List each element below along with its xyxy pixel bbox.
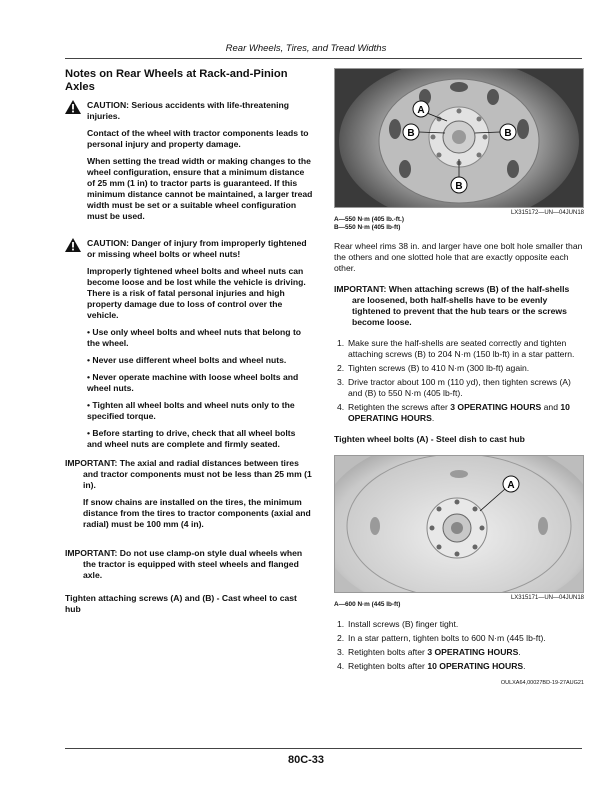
- subheading-steel-dish: Tighten wheel bolts (A) - Steel dish to cast hub: [334, 434, 525, 444]
- figure-steel-dish: [334, 455, 584, 593]
- caution-title: CAUTION: Serious accidents with life-threatening injuries.: [87, 100, 289, 121]
- important-text: If snow chains are installed on the tires, the minimum distance from the tires to tractor components (axial and radial) must be 100 mm (4 in).: [83, 497, 311, 529]
- warning-triangle-icon: [65, 238, 81, 252]
- list-item: 4. Retighten the screws after 3 OPERATING HOURS and 10 OPERATING HOURS.: [337, 402, 570, 423]
- important-text: IMPORTANT: Do not use clamp-on style dual wheels when the tractor is equipped with steel wheels and flanged axle.: [65, 548, 303, 580]
- warning-triangle-icon: [65, 100, 81, 114]
- important-text: IMPORTANT: When attaching screws (B) of the half-shells are loosened, both half-shells have to be evenly tightened to prevent that the hub tears or the screws become loose.: [334, 284, 570, 327]
- footer-rule: [65, 748, 582, 749]
- document-id: OULXA64,00027BD-19-27AUG21: [500, 680, 584, 686]
- list-item: 2. Tighten screws (B) to 410 N·m (300 lb-ft) again.: [337, 363, 530, 373]
- callout-a: A: [417, 105, 425, 116]
- figure-caption-b: B—550 N·m (405 lb-ft): [334, 224, 401, 231]
- bullet-item: • Never operate machine with loose wheel bolts and wheel nuts.: [87, 372, 299, 393]
- figure-id: LX315171—UN—04JUN18: [510, 595, 584, 601]
- steps-list-steel: [334, 619, 584, 672]
- list-item: 3. Drive tractor about 100 m (110 yd), then tighten screws (A) and (B) to 550 N·m (405 lb-ft).: [337, 377, 571, 398]
- important-text: IMPORTANT: The axial and radial distances between tires and tractor components must not be less than 25 mm (1 in).: [65, 458, 312, 490]
- list-item: 1. Install screws (B) finger tight.: [337, 619, 459, 629]
- bullet-item: • Use only wheel bolts and wheel nuts that belong to the wheel.: [87, 327, 302, 348]
- cast-wheel-photo: [335, 69, 583, 207]
- figure-cast-wheel: [334, 68, 584, 208]
- section-heading: Notes on Rear Wheels at Rack-and-Pinion Axles: [65, 68, 288, 93]
- important-block-2: [65, 548, 313, 581]
- figure-id: LX315172—UN—04JUN18: [510, 210, 584, 216]
- caution-text: When setting the tread width or making changes to the wheel configuration, ensure that a minimum distance of 25 mm (1 in) to tractor parts is guaranteed. If this minimum distance cannot be maintained, a larger tread width must be set or a suitable wheel configuration must be used.: [87, 156, 313, 221]
- caution-block-2: [65, 238, 313, 450]
- figure-caption-a: A—550 N·m (405 lb.-ft.): [334, 216, 404, 223]
- caution-text: Contact of the wheel with tractor components leads to personal injury and property damage.: [87, 128, 309, 149]
- caution-block-1: [65, 100, 313, 222]
- figure-caption-a: A—600 N·m (445 lb-ft): [334, 601, 401, 608]
- bullet-item: • Before starting to drive, check that all wheel bolts and wheel nuts are complete and firmly seated.: [87, 428, 296, 449]
- caution-text: Improperly tightened wheel bolts and wheel nuts can become loose and be lost while the vehicle is driving. There is a risk of fatal personal injuries and high property damage due to loss of control over the vehicle.: [87, 266, 306, 320]
- header-rule: [65, 58, 582, 59]
- important-block-1: [65, 458, 313, 530]
- callout-b: B: [455, 181, 463, 192]
- caution-title: CAUTION: Danger of injury from improperly tightened or missing wheel bolts or wheel nuts!: [87, 238, 307, 259]
- intro-paragraph: Rear wheel rims 38 in. and larger have one bolt hole smaller than the others and one slotted hole that are exactly opposite each other.: [334, 241, 583, 273]
- callout-b: B: [504, 128, 512, 139]
- list-item: 2. In a star pattern, tighten bolts to 600 N·m (445 lb-ft).: [337, 633, 546, 643]
- right-column: [334, 68, 584, 686]
- list-item: 3. Retighten bolts after 3 OPERATING HOURS.: [337, 647, 521, 657]
- list-item: 4. Retighten bolts after 10 OPERATING HOURS.: [337, 661, 526, 671]
- bullet-item: • Tighten all wheel bolts and wheel nuts only to the specified torque.: [87, 400, 295, 421]
- steps-list-cast: [334, 338, 584, 424]
- running-header: Rear Wheels, Tires, and Tread Widths: [225, 43, 387, 54]
- steel-dish-photo: [335, 456, 583, 592]
- subheading-cast-wheel: Tighten attaching screws (A) and (B) - Cast wheel to cast hub: [65, 593, 297, 614]
- bullet-item: • Never use different wheel bolts and wheel nuts.: [87, 355, 287, 365]
- callout-b: B: [407, 128, 415, 139]
- left-column: [65, 68, 313, 615]
- page-number: 80C-33: [287, 754, 325, 766]
- callout-a: A: [507, 480, 515, 491]
- list-item: 1. Make sure the half-shells are seated correctly and tighten attaching screws (B) to 204 N·m (150 lb-ft) in a star pattern.: [337, 338, 575, 359]
